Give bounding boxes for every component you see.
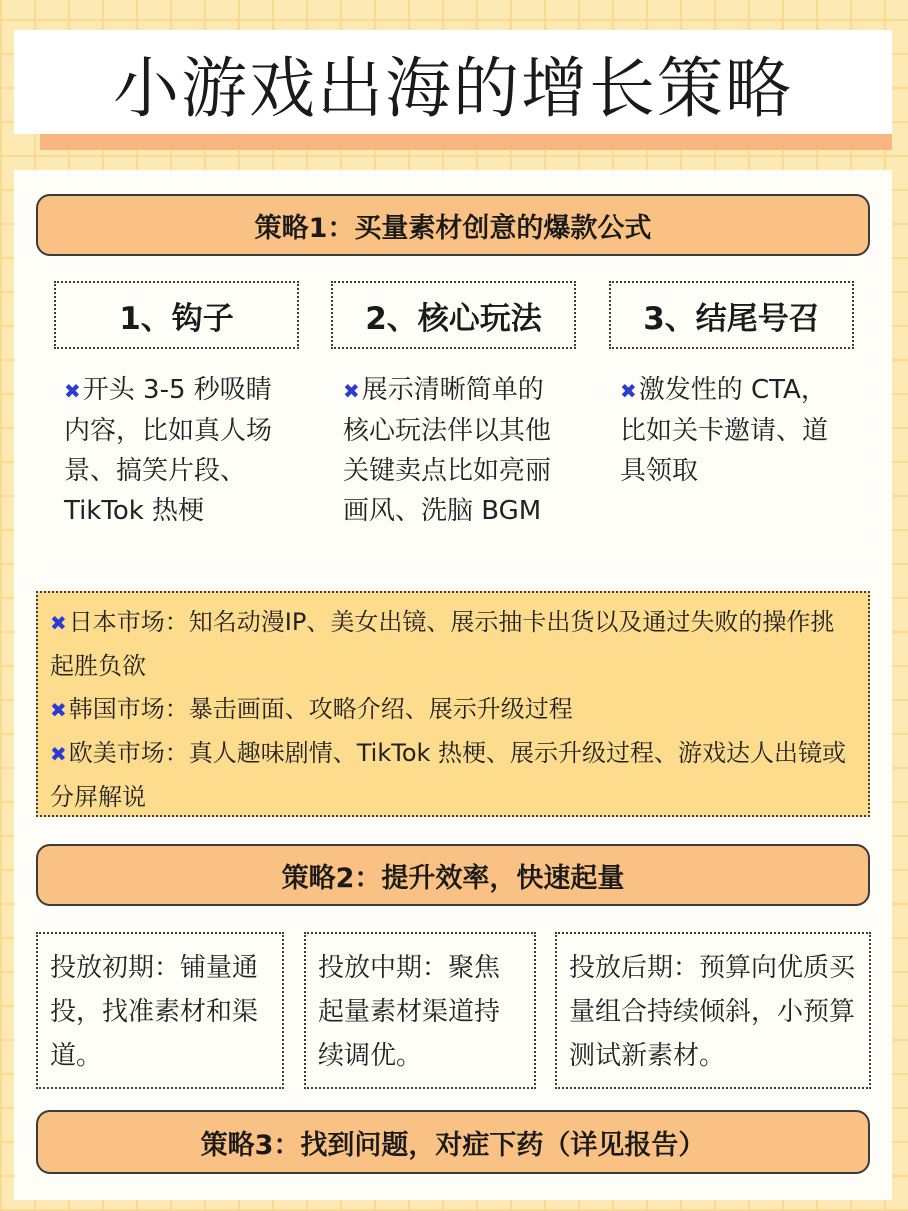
step-hook-box: 1、钩子: [54, 281, 299, 349]
phase-early-box: 投放初期：铺量通投，找准素材和渠道。: [36, 932, 284, 1089]
page-title: 小游戏出海的增长策略: [14, 30, 892, 134]
market-korea-text: 韩国市场：暴击画面、攻略介绍、展示升级过程: [68, 695, 573, 723]
step-cta-desc: [620, 370, 842, 491]
phase-mid-box: 投放中期：聚焦起量素材渠道持续调优。: [304, 932, 536, 1089]
step-core-gameplay-text: 展示清晰简单的核心玩法伴以其他关键卖点比如亮丽画风、洗脑 BGM: [343, 375, 552, 526]
strategy-3-heading: 策略3：找到问题，对症下药（详见报告）: [36, 1110, 870, 1174]
step-hook-text: 开头 3-5 秒吸睛内容，比如真人场景、搞笑片段、TikTok 热梗: [64, 375, 273, 526]
step-hook-desc: [64, 370, 294, 531]
strategy-1-heading: 策略1：买量素材创意的爆款公式: [36, 194, 870, 256]
market-japan: [50, 601, 856, 688]
market-korea: [50, 688, 856, 732]
market-japan-text: 日本市场：知名动漫IP、美女出镜、展示抽卡出货以及通过失败的操作挑起胜负欲: [50, 608, 835, 680]
step-core-gameplay-desc: [343, 370, 568, 531]
cross-mark-icon: ✖: [620, 379, 637, 403]
market-west-text: 欧美市场：真人趣味剧情、TikTok 热梗、展示升级过程、游戏达人出镜或分屏解说: [50, 739, 847, 811]
step-core-gameplay-box: 2、核心玩法: [331, 281, 576, 349]
step-cta-text: 激发性的 CTA，比如关卡邀请、道具领取: [620, 375, 829, 486]
market-notes-box: [36, 591, 870, 817]
cross-mark-icon: ✖: [50, 611, 67, 635]
cross-mark-icon: ✖: [50, 698, 67, 722]
phase-late-box: 投放后期：预算向优质买量组合持续倾斜，小预算测试新素材。: [555, 932, 871, 1089]
cross-mark-icon: ✖: [64, 379, 81, 403]
cross-mark-icon: ✖: [343, 379, 360, 403]
cross-mark-icon: ✖: [50, 742, 67, 766]
strategy-2-heading: 策略2：提升效率，快速起量: [36, 844, 870, 906]
market-west: [50, 732, 856, 819]
step-cta-box: 3、结尾号召: [609, 281, 854, 349]
